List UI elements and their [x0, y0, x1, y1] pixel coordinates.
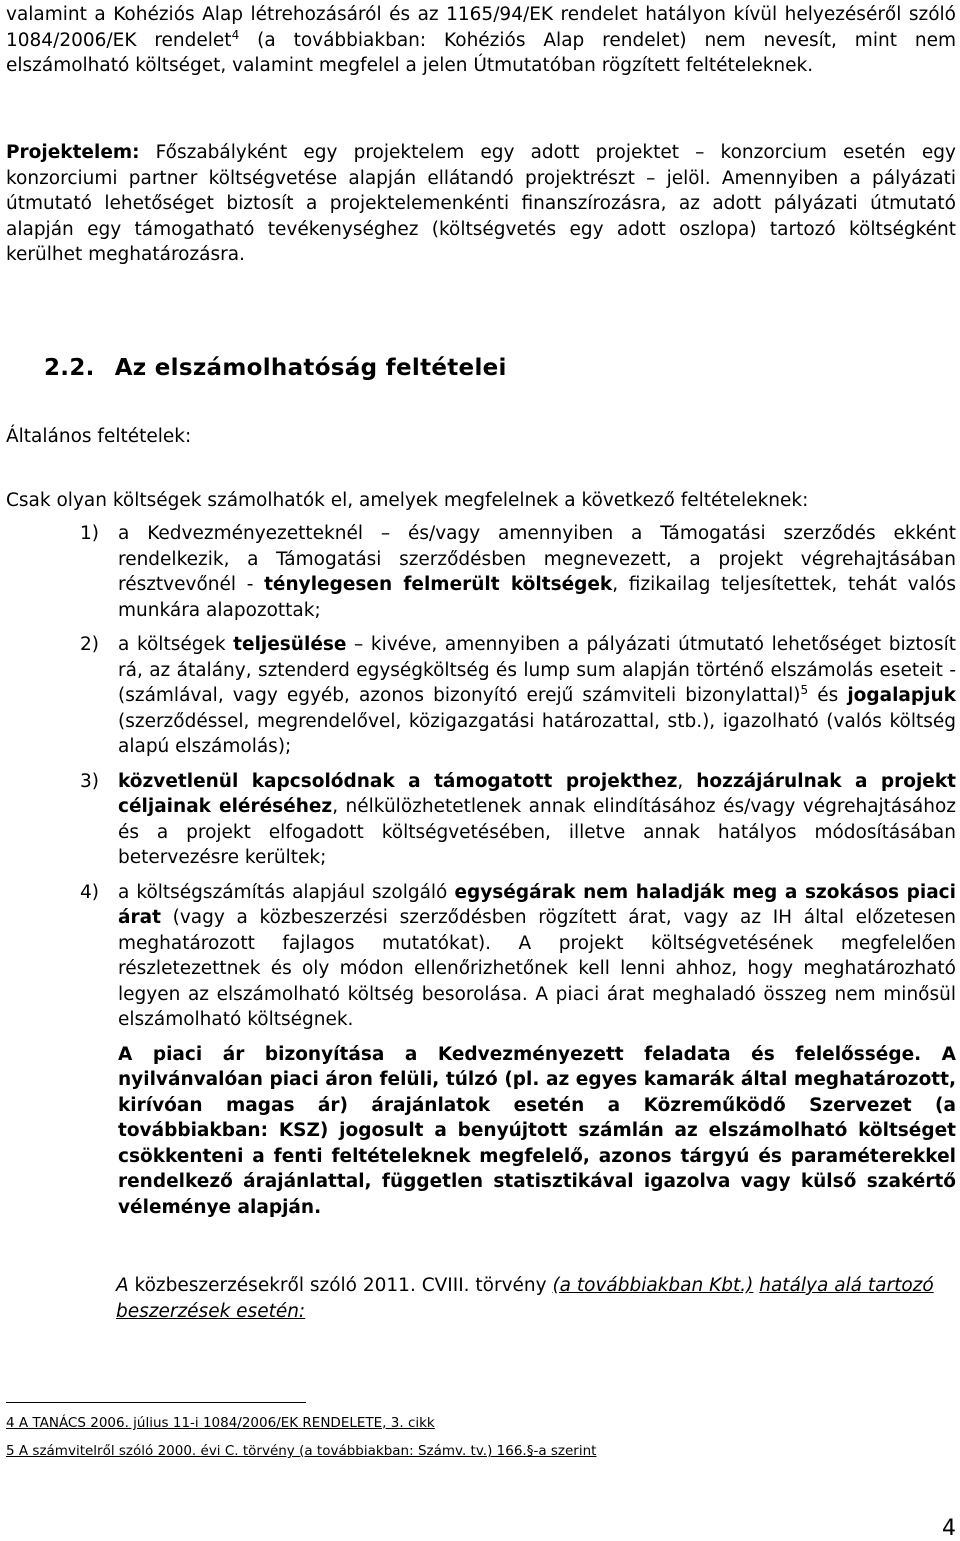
condition-text: , fizikailag teljesítettek, tehát valós munkára alapozottak; [118, 574, 956, 621]
condition-emphasis: jogalapjuk [847, 685, 956, 706]
kbt-subheading [116, 1273, 956, 1325]
footnote-5[interactable]: 5 A számvitelről szóló 2000. évi C. törvény (a továbbiakban: Számv. tv.) 166.§-a szerint [6, 1443, 597, 1459]
footnote-4[interactable]: 4 A TANÁCS 2006. július 11-i 1084/2006/EK RENDELETE, 3. cikk [6, 1415, 435, 1431]
condition-text: és [808, 685, 848, 706]
condition-text: a Kedvezményezetteknél – és/vagy amennyiben a Támogatási szerződés ekként rendelkezik, a Támogatási szerződésben megnevezett, a projekt végrehajtásában résztvevőnél - [118, 523, 956, 595]
condition-item-3 [80, 769, 956, 871]
footnote-ref-5[interactable]: 5 [800, 682, 809, 697]
condition-emphasis: egységárak nem haladják meg a szokásos piaci árat [118, 881, 956, 928]
condition-text: (szerződéssel, megrendelővel, közigazgatási határozattal, stb.), igazolható (valós költség alapú elszámolás); [118, 710, 956, 757]
projektelem-text: Főszabályként egy projektelem egy adott projektet – konzorcium esetén egy konzorciumi partner költségvetése alapján ellátandó projektrészt – jelöl. Amennyiben a pályázati útmutató lehetőséget biztosít a projektelemenkénti finanszírozásra, az adott pályázati útmutató alapján egy támogatható tevékenységhez (költségvetés egy adott oszlopa) tartozó költségként kerülhet meghatározásra. [6, 142, 956, 265]
list-marker: 4) [80, 881, 99, 903]
intro-text-b: (a továbbiakban: Kohéziós Alap rendelet) nem nevesít, mint nem elszámolható költséget, valamint megfelel a jelen Útmutatóban rögzített feltételeknek. [6, 29, 956, 76]
conditions-list [80, 521, 956, 1220]
conditions-intro: Csak olyan költségek számolhatók el, amelyek megfelelnek a következő feltételeknek: [6, 490, 809, 511]
footnote-ref-4[interactable]: 4 [231, 27, 240, 42]
condition-emphasis: közvetlenül kapcsolódnak a támogatott projekthez [118, 770, 678, 792]
footnote-separator [6, 1402, 306, 1403]
list-marker: 1) [80, 523, 99, 544]
list-marker: 2) [80, 634, 99, 655]
section-heading [44, 355, 507, 381]
list-marker: 3) [80, 770, 99, 792]
kbt-text: A [116, 1275, 129, 1296]
condition-item-4 [80, 880, 956, 1221]
condition-text: , [677, 770, 697, 792]
section-title: Az elszámolhatóság feltételei [114, 355, 507, 382]
intro-paragraph [6, 2, 956, 79]
condition-text: a költségszámítás alapjául szolgáló [118, 881, 455, 903]
projektelem-paragraph [6, 140, 956, 268]
condition-emphasis: ténylegesen felmerült költségek [264, 574, 613, 595]
condition-text: a költségek [118, 634, 234, 655]
condition-item-1 [80, 521, 956, 623]
intro-text-a: valamint a Kohéziós Alap létrehozásáról és az 1165/94/EK rendelet hatályon kívül helyezéséről szóló 1084/2006/EK rendelet [6, 4, 956, 51]
condition-text: , nélkülözhetetlenek annak elindításához és/vagy végrehajtásához és a projekt elfogadott költségvetésében, illetve annak hatályos módosításában betervezésre kerültek; [118, 796, 956, 868]
condition-text: – kivéve, amennyiben a pályázati útmutató lehetőséget biztosít rá, az átalány, sztenderd egységköltség és lump sum alapján történő elszámolás eseteit - (számlával, vagy egyéb, azonos bizonyító erejű számviteli bizonylattal) [118, 634, 956, 706]
page-number: 4 [942, 1516, 956, 1541]
kbt-text: közbeszerzésekről szóló 2011. CVIII. törvény [128, 1275, 553, 1296]
condition-emphasis: teljesülése [233, 634, 347, 655]
kbt-underlined: (a továbbiakban Kbt.) [552, 1275, 754, 1296]
general-conditions-title: Általános feltételek: [6, 426, 192, 447]
projektelem-term: Projektelem: [6, 142, 140, 163]
condition-emphasis: hozzájárulnak a projekt céljainak eléréséhez [118, 770, 957, 817]
condition-item-2 [80, 632, 956, 760]
section-number: 2.2. [44, 355, 95, 382]
condition-text: (vagy a közbeszerzési szerződésben rögzített árat, vagy az IH által előzetesen meghatározott fajlagos mutatókat). A projekt költségvetésének megfelelően részletezettnek és oly módon ellenőrizhetőnek kell lenni ahhoz, hogy meghatározható legyen az elszámolható költség besorolása. A piaci árat meghaladó összeg nem minősül elszámolható költségnek. [118, 907, 956, 1030]
market-price-proof-paragraph: A piaci ár bizonyítása a Kedvezményezett feladata és felelőssége. A nyilvánvalóan piaci áron felüli, túlzó (pl. az egyes kamarák által meghatározott, kirívóan magas ár) árajánlatok esetén a Közreműködő Szervezet (a továbbiakban: KSZ) jogosult a benyújtott számlán az elszámolható költséget csökkenteni a fenti feltételeknek megfelelő, azonos tárgyú és paraméterekkel rendelkező árajánlattal, független statisztikával igazolva vagy külső szakértő véleménye alapján. [118, 1043, 956, 1218]
kbt-underlined: hatálya alá tartozó beszerzések esetén: [116, 1275, 934, 1322]
